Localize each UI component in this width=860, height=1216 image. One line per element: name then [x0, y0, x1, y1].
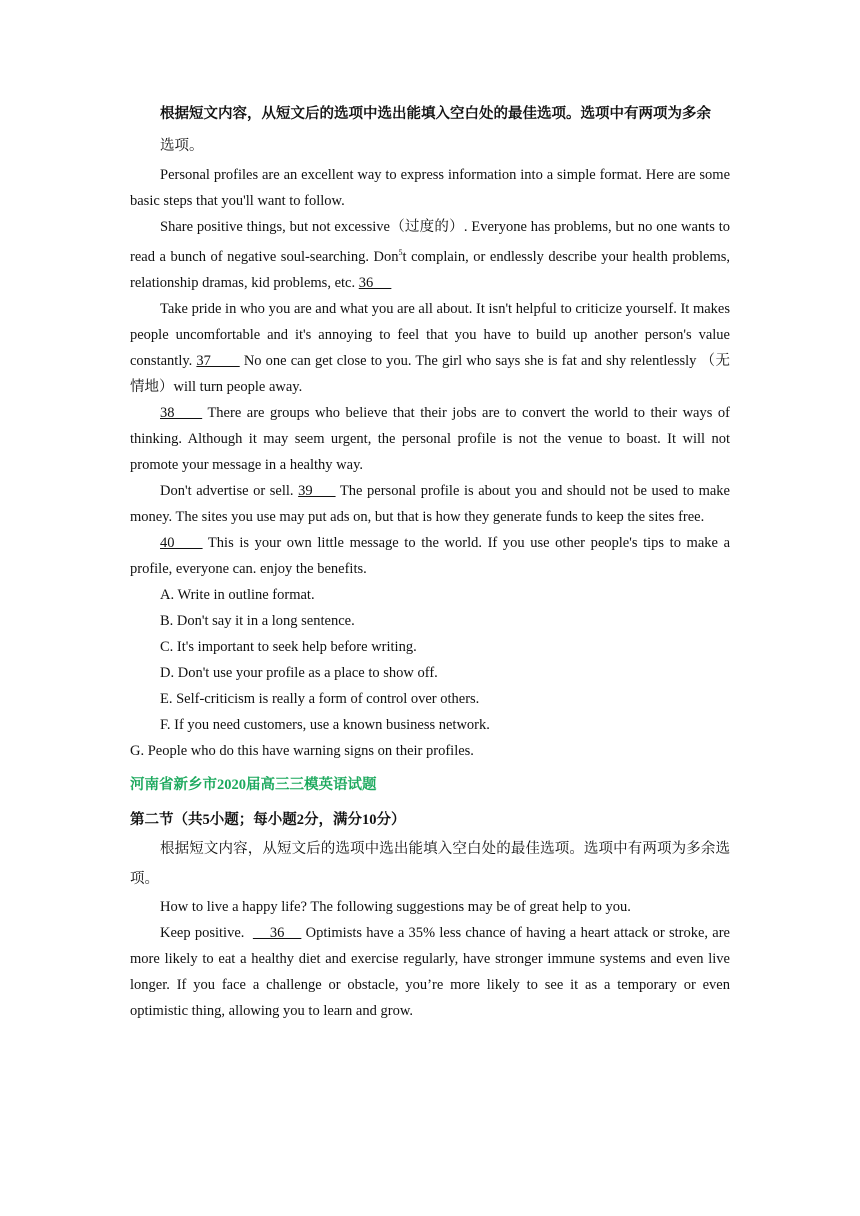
section-title: 第二节（共5小题；每小题2分，满分10分）: [130, 811, 406, 828]
option-b: B. Don't say it in a long sentence.: [160, 612, 355, 629]
option-g: G. People who do this have warning signs on their profiles.: [130, 742, 474, 759]
paragraph: [130, 920, 730, 1024]
instruction: 根据短文内容，从短文后的选项中选出能填入空白处的最佳选项。选项中有两项为多余: [160, 106, 711, 122]
instruction: 根据短文内容，从短文后的选项中选出能填入空白处的最佳选项。选项中有两项为多余选项。: [130, 840, 730, 887]
paragraph-text: Take pride in who you are and what you are all about. It isn't helpful to criticize yourself. It makes people uncomfortable and it's annoying to feel that you have to build up another person's value constantly.: [130, 300, 730, 369]
paragraph: How to live a happy life? The following suggestions may be of great help to you.: [160, 898, 631, 915]
option-d: D. Don't use your profile as a place to show off.: [160, 664, 438, 681]
paragraph-text: Keep positive.: [160, 924, 253, 941]
source-title: 河南省新乡市2020届高三三模英语试题: [130, 776, 377, 793]
paragraph: [130, 296, 730, 400]
paragraph-text: The personal profile is about you and should not be used to make money. The sites you use may put ads on, but that is how they generate funds to keep the sites free.: [130, 482, 730, 525]
paragraph-text: This is your own little message to the world. If you use other people's tips to make a profile, everyone can. enjoy the benefits.: [130, 534, 731, 577]
blank-40: 40: [160, 534, 203, 551]
blank-36: 36: [358, 274, 392, 291]
option-a: A. Write in outline format.: [160, 586, 315, 603]
blank-39: 39: [298, 482, 336, 499]
paragraph: [130, 214, 730, 296]
paragraph-text: Don't advertise or sell.: [160, 482, 299, 499]
paragraph: [130, 530, 730, 582]
paragraph-text: Optimists have a 35% less chance of having a heart attack or stroke, are more likely to eat a healthy diet and exercise regularly, have stronger immune systems and even live longer. If you face a challenge or obstacle, you’re more likely to see it as a temporary or even optimistic thing, allowing you to learn and grow.: [130, 924, 730, 1019]
paragraph-text: Share positive things, but not excessive（过度的）. Everyone has problems, but no one wants to read a bunch of negative soul-searching. Don: [130, 219, 730, 265]
paragraph: [130, 478, 730, 530]
paragraph: Personal profiles are an excellent way to express information into a simple format. Here are some basic steps that you'll want to follow.: [130, 167, 730, 209]
paragraph-text: There are groups who believe that their jobs are to convert the world to their ways of thinking. Although it may seem urgent, the personal profile is not the venue to boast. It will not promote your message in a healthy way.: [130, 404, 730, 473]
document-page: [130, 98, 730, 1024]
paragraph-text: No one can get close to you. The girl who says she is fat and shy relentlessly （无情地）will turn people away.: [130, 352, 730, 395]
blank-36: 36: [252, 924, 302, 941]
paragraph-text: t complain, or endlessly describe your health problems, relationship dramas, kid problems, etc.: [130, 248, 731, 291]
instruction-tail: 选项。: [160, 138, 204, 154]
blank-37: 37: [196, 352, 240, 369]
option-c: C. It's important to seek help before writing.: [160, 638, 417, 655]
paragraph: [130, 400, 730, 478]
option-e: E. Self-criticism is really a form of control over others.: [160, 690, 480, 707]
blank-38: 38: [160, 404, 203, 421]
superscript: 5: [398, 248, 403, 257]
option-f: F. If you need customers, use a known business network.: [160, 716, 490, 733]
